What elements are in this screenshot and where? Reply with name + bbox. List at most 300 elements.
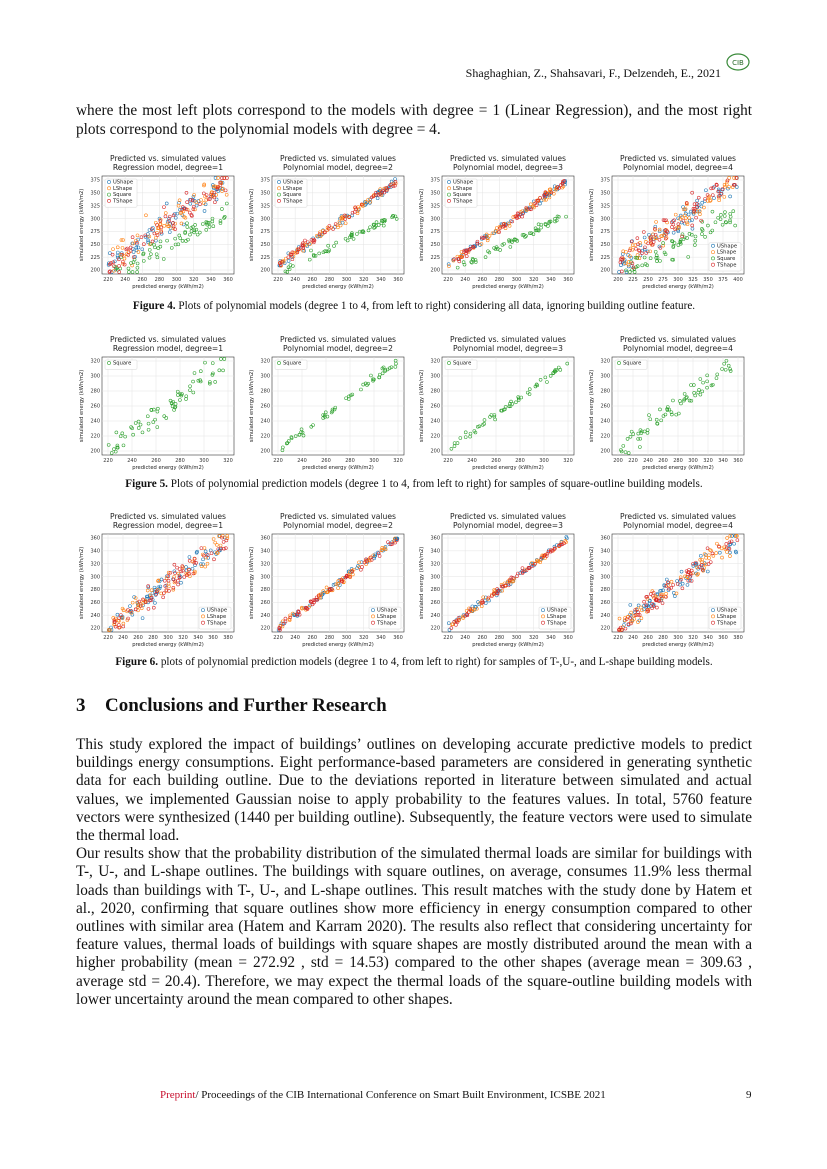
- x-tick-label: 240: [460, 277, 470, 283]
- x-tick-label: 240: [290, 635, 300, 641]
- y-tick-label: 300: [260, 373, 270, 380]
- legend-label: LShape: [113, 185, 133, 192]
- plot-subtitle: Polynomial model, degree=3: [453, 344, 563, 353]
- y-tick-label: 250: [430, 241, 440, 248]
- x-axis-label: predicted energy (kWh/m2): [132, 284, 204, 290]
- plot-legend: [369, 607, 401, 629]
- plot-svg: [416, 333, 581, 473]
- plot-subtitle: Polynomial model, degree=2: [283, 521, 393, 530]
- legend-label: Square: [113, 192, 132, 199]
- y-tick-label: 300: [600, 216, 610, 223]
- plot-subtitle: Polynomial model, degree=3: [453, 163, 563, 172]
- scatter-plot: [76, 510, 241, 650]
- y-tick-label: 325: [90, 203, 100, 210]
- scatter-plot: [416, 510, 581, 650]
- y-tick-label: 280: [430, 587, 440, 594]
- y-tick-label: 300: [90, 373, 100, 380]
- x-axis-label: predicted energy (kWh/m2): [132, 642, 204, 648]
- x-tick-label: 360: [393, 277, 403, 283]
- y-tick-label: 280: [260, 587, 270, 594]
- x-tick-label: 220: [443, 277, 453, 283]
- y-tick-label: 320: [600, 561, 610, 568]
- x-tick-label: 320: [563, 458, 573, 464]
- x-axis-label: predicted energy (kWh/m2): [472, 465, 544, 471]
- figure-5-plots: [76, 333, 752, 473]
- legend-label: UShape: [113, 179, 134, 186]
- legend-label: LShape: [453, 185, 473, 192]
- x-tick-label: 240: [467, 458, 477, 464]
- y-axis-label: simulated energy (kWh/m2): [249, 369, 255, 443]
- y-tick-label: 260: [600, 599, 610, 606]
- plot-title: Predicted vs. simulated values: [450, 512, 566, 521]
- y-tick-label: 275: [260, 229, 270, 236]
- x-tick-label: 320: [703, 458, 713, 464]
- figure-4-caption: Figure 4. Plots of polynomial models (degree 1 to 4, from left to right) considering all data, ignoring building outline feature.: [132, 300, 696, 312]
- y-tick-label: 200: [430, 267, 440, 274]
- footer-text: / Proceedings of the CIB International Conference on Smart Built Environment, ICSBE 2021: [195, 1089, 606, 1101]
- legend-label: LShape: [207, 614, 227, 620]
- legend-label: TShape: [717, 620, 737, 627]
- x-tick-label: 240: [127, 458, 137, 464]
- x-axis-label: predicted energy (kWh/m2): [642, 284, 714, 290]
- legend-label: UShape: [377, 607, 398, 614]
- x-tick-label: 240: [297, 458, 307, 464]
- y-tick-label: 280: [600, 587, 610, 594]
- x-axis-label: predicted energy (kWh/m2): [472, 284, 544, 290]
- y-tick-label: 225: [260, 254, 270, 261]
- plot-subtitle: Polynomial model, degree=3: [453, 521, 563, 530]
- x-tick-label: 260: [643, 635, 653, 641]
- x-tick-label: 360: [393, 635, 403, 641]
- y-tick-label: 320: [90, 561, 100, 568]
- y-tick-label: 200: [430, 448, 440, 455]
- legend-label: LShape: [377, 614, 397, 620]
- section-body: [76, 736, 752, 1009]
- plot-subtitle: Regression model, degree=1: [112, 344, 224, 353]
- legend-label: UShape: [717, 607, 738, 614]
- y-axis-label: simulated energy (kWh/m2): [419, 369, 425, 443]
- y-tick-label: 240: [90, 612, 100, 619]
- paragraph: This study explored the impact of buildings’ outlines on developing accurate predictive models to predict buildings energy consumptions. Eight performance-based parameters are considered in generating synthetic data for each building outline. Due to the deviations reported in literature between simulated and actual values, we implemented Gaussian noise to apply probability to the features values. In total, 5760 feature vectors were synthesized (1440 per building outline). Subsequently, the feature vectors were used to simulate the thermal load.: [76, 736, 752, 845]
- x-tick-label: 260: [137, 277, 148, 283]
- plot-svg: [246, 333, 411, 473]
- plot-svg: [246, 152, 411, 292]
- plot-legend: [615, 360, 647, 369]
- x-tick-label: 260: [133, 635, 143, 641]
- y-tick-label: 320: [260, 358, 270, 365]
- scatter-plot: [416, 152, 581, 292]
- y-tick-label: 375: [90, 177, 100, 184]
- y-axis-label: simulated energy (kWh/m2): [79, 369, 85, 443]
- y-tick-label: 360: [260, 535, 270, 542]
- y-tick-label: 220: [90, 625, 100, 632]
- legend-label: UShape: [547, 607, 568, 614]
- plot-title: Predicted vs. simulated values: [110, 512, 226, 521]
- y-tick-label: 320: [260, 561, 270, 568]
- x-tick-label: 340: [703, 635, 713, 641]
- y-tick-label: 300: [90, 574, 100, 581]
- x-tick-label: 300: [199, 458, 209, 464]
- legend-label: LShape: [283, 185, 303, 192]
- x-tick-label: 340: [376, 277, 386, 283]
- x-tick-label: 280: [345, 458, 355, 464]
- plot-title: Predicted vs. simulated values: [110, 335, 226, 344]
- y-tick-label: 360: [600, 535, 610, 542]
- x-tick-label: 220: [273, 277, 283, 283]
- y-tick-label: 300: [600, 574, 610, 581]
- x-tick-label: 300: [688, 458, 698, 464]
- x-tick-label: 300: [369, 458, 379, 464]
- plot-subtitle: Polynomial model, degree=4: [623, 521, 733, 530]
- x-axis-label: predicted energy (kWh/m2): [132, 465, 204, 471]
- x-tick-label: 220: [103, 635, 113, 641]
- x-tick-label: 300: [673, 277, 683, 283]
- y-tick-label: 375: [600, 177, 610, 184]
- plot-title: Predicted vs. simulated values: [450, 154, 566, 163]
- x-tick-label: 240: [118, 635, 128, 641]
- x-tick-label: 240: [628, 635, 638, 641]
- y-axis-label: simulated energy (kWh/m2): [589, 188, 595, 262]
- plot-svg: [76, 510, 241, 650]
- scatter-plot: [246, 510, 411, 650]
- y-tick-label: 300: [430, 373, 440, 380]
- y-tick-label: 260: [260, 599, 270, 606]
- x-tick-label: 280: [154, 277, 165, 283]
- x-tick-label: 360: [733, 458, 743, 464]
- x-tick-label: 275: [658, 277, 668, 283]
- plot-subtitle: Polynomial model, degree=4: [623, 344, 733, 353]
- running-header: Shaghaghian, Z., Shahsavari, F., Delzendeh, E., 2021: [465, 66, 721, 80]
- y-tick-label: 240: [430, 418, 440, 425]
- y-tick-label: 225: [600, 254, 610, 261]
- y-axis-label: simulated energy (kWh/m2): [79, 546, 85, 620]
- legend-label: Square: [113, 360, 132, 367]
- y-tick-label: 350: [430, 190, 440, 197]
- scatter-plot: [246, 333, 411, 473]
- y-tick-label: 240: [430, 612, 440, 619]
- y-tick-label: 320: [430, 358, 440, 365]
- x-axis-label: predicted energy (kWh/m2): [472, 642, 544, 648]
- y-axis-label: simulated energy (kWh/m2): [589, 546, 595, 620]
- y-tick-label: 220: [90, 433, 100, 440]
- x-tick-label: 320: [688, 635, 698, 641]
- x-tick-label: 320: [393, 458, 403, 464]
- y-tick-label: 320: [600, 358, 610, 365]
- y-axis-label: simulated energy (kWh/m2): [249, 546, 255, 620]
- y-tick-label: 200: [260, 267, 270, 274]
- y-tick-label: 350: [90, 190, 100, 197]
- y-tick-label: 300: [430, 216, 440, 223]
- y-tick-label: 340: [600, 548, 610, 555]
- x-axis-label: predicted energy (kWh/m2): [642, 642, 714, 648]
- y-tick-label: 260: [260, 403, 270, 410]
- plot-svg: [586, 510, 751, 650]
- y-tick-label: 325: [600, 203, 610, 210]
- figure-6-caption: Figure 6. plots of polynomial prediction models (degree 1 to 4, from left to right) for samples of T-,U-, and L-shape building models.: [115, 656, 713, 668]
- legend-label: UShape: [717, 243, 738, 250]
- plot-title: Predicted vs. simulated values: [110, 154, 226, 163]
- x-tick-label: 320: [528, 277, 539, 283]
- plot-svg: [76, 152, 241, 292]
- y-tick-label: 220: [600, 433, 610, 440]
- x-tick-label: 300: [511, 635, 522, 641]
- x-tick-label: 260: [658, 458, 668, 464]
- x-tick-label: 260: [477, 277, 488, 283]
- y-tick-label: 280: [90, 587, 100, 594]
- y-tick-label: 250: [600, 241, 610, 248]
- y-tick-label: 300: [260, 216, 270, 223]
- legend-label: Square: [623, 360, 642, 367]
- x-tick-label: 240: [290, 277, 300, 283]
- x-tick-label: 260: [491, 458, 501, 464]
- y-tick-label: 340: [260, 548, 270, 555]
- x-tick-label: 220: [443, 458, 453, 464]
- y-axis-label: simulated energy (kWh/m2): [589, 369, 595, 443]
- y-tick-label: 260: [600, 403, 610, 410]
- y-tick-label: 300: [260, 574, 270, 581]
- y-axis-label: simulated energy (kWh/m2): [419, 546, 425, 620]
- y-tick-label: 340: [430, 548, 440, 555]
- plot-svg: [416, 510, 581, 650]
- x-tick-label: 280: [148, 635, 158, 641]
- y-tick-label: 240: [90, 418, 100, 425]
- plot-legend: [105, 179, 137, 207]
- x-tick-label: 360: [208, 635, 218, 641]
- scatter-plot: [586, 510, 751, 650]
- x-tick-label: 280: [673, 458, 683, 464]
- legend-label: TShape: [717, 262, 737, 269]
- y-tick-label: 275: [600, 229, 610, 236]
- legend-label: TShape: [113, 198, 133, 205]
- x-tick-label: 280: [658, 635, 668, 641]
- x-tick-label: 380: [733, 635, 743, 641]
- x-tick-label: 320: [178, 635, 188, 641]
- cib-logo: [726, 52, 750, 72]
- x-axis-label: predicted energy (kWh/m2): [302, 642, 374, 648]
- x-tick-label: 220: [103, 458, 113, 464]
- plot-svg: [586, 152, 751, 292]
- y-tick-label: 225: [90, 254, 100, 261]
- x-tick-label: 225: [628, 277, 638, 283]
- y-tick-label: 250: [260, 241, 270, 248]
- x-axis-label: predicted energy (kWh/m2): [302, 284, 374, 290]
- x-tick-label: 260: [307, 635, 318, 641]
- plot-subtitle: Regression model, degree=1: [112, 163, 224, 172]
- plot-title: Predicted vs. simulated values: [280, 512, 396, 521]
- y-tick-label: 220: [260, 433, 270, 440]
- x-tick-label: 200: [613, 277, 623, 283]
- x-tick-label: 280: [494, 635, 505, 641]
- y-tick-label: 240: [600, 612, 610, 619]
- legend-label: Square: [717, 256, 736, 262]
- x-tick-label: 280: [324, 635, 335, 641]
- plot-legend: [445, 360, 477, 369]
- scatter-plot: [586, 152, 751, 292]
- svg-text:CIB: CIB: [732, 59, 744, 67]
- x-tick-label: 400: [733, 277, 743, 283]
- legend-label: TShape: [453, 198, 473, 205]
- x-axis-label: predicted energy (kWh/m2): [642, 465, 714, 471]
- preprint-link[interactable]: Preprint: [160, 1089, 196, 1101]
- legend-label: TShape: [377, 620, 397, 627]
- legend-label: Square: [283, 192, 302, 199]
- y-tick-label: 360: [90, 535, 100, 542]
- x-tick-label: 360: [563, 277, 573, 283]
- y-tick-label: 220: [430, 625, 440, 632]
- plot-legend: [539, 607, 571, 629]
- plot-svg: [586, 333, 751, 473]
- x-tick-label: 260: [321, 458, 331, 464]
- x-tick-label: 250: [643, 277, 653, 283]
- x-tick-label: 350: [703, 277, 713, 283]
- section-title: Conclusions and Further Research: [105, 695, 387, 716]
- plot-legend: [199, 607, 231, 629]
- x-tick-label: 220: [443, 635, 453, 641]
- x-tick-label: 240: [643, 458, 653, 464]
- x-tick-label: 260: [151, 458, 161, 464]
- plot-svg: [76, 333, 241, 473]
- x-tick-label: 280: [324, 277, 335, 283]
- y-tick-label: 220: [600, 625, 610, 632]
- y-tick-label: 200: [90, 448, 100, 455]
- legend-label: Square: [283, 360, 302, 367]
- paragraph: Our results show that the probability distribution of the simulated thermal loads are similar for buildings with T-, U-, and L-shape outlines. The buildings with square outlines, on average, consumes 11.9% less thermal loads than buildings with T-, U-, and L-shape outlines. This result matches with the study done by Hatem et al., 2020, confirming that square outlines show more efficiency in energy consumption compared to other outlines with similar area (Hatem and Karram 2020). The results also reflect that considering uncertainty for feature values, thermal loads of buildings with square shapes are mostly distributed around the mean with a higher probability (mean = 272.92 , std = 14.53) compared to the other shapes (average mean = 309.63 , average std = 20.4). Therefore, we may expect the thermal loads of the square-outline building models with lower uncertainty around the mean compared to other shapes.: [76, 845, 752, 1008]
- figure-6-plots: [76, 510, 752, 650]
- legend-label: LShape: [717, 249, 737, 256]
- scatter-plot: [416, 333, 581, 473]
- x-tick-label: 360: [563, 635, 573, 641]
- plot-title: Predicted vs. simulated values: [450, 335, 566, 344]
- y-tick-label: 280: [90, 388, 100, 395]
- x-tick-label: 360: [223, 277, 233, 283]
- y-tick-label: 300: [600, 373, 610, 380]
- y-tick-label: 260: [90, 403, 100, 410]
- y-tick-label: 280: [430, 388, 440, 395]
- x-tick-label: 320: [223, 458, 233, 464]
- x-tick-label: 300: [673, 635, 683, 641]
- intro-paragraph: where the most left plots correspond to the models with degree = 1 (Linear Regression), and the most right plots correspond to the polynomial models with degree = 4.: [76, 102, 752, 138]
- y-tick-label: 220: [260, 625, 270, 632]
- x-tick-label: 220: [273, 635, 283, 641]
- plot-title: Predicted vs. simulated values: [620, 512, 736, 521]
- scatter-plot: [76, 152, 241, 292]
- x-tick-label: 340: [546, 635, 556, 641]
- y-axis-label: simulated energy (kWh/m2): [419, 188, 425, 262]
- section-heading: [76, 695, 387, 717]
- legend-label: UShape: [207, 607, 228, 614]
- y-tick-label: 320: [90, 358, 100, 365]
- x-tick-label: 300: [341, 277, 352, 283]
- scatter-plot: [246, 152, 411, 292]
- y-tick-label: 260: [430, 403, 440, 410]
- y-axis-label: simulated energy (kWh/m2): [249, 188, 255, 262]
- y-tick-label: 200: [600, 267, 610, 274]
- x-tick-label: 340: [206, 277, 216, 283]
- legend-label: LShape: [717, 614, 737, 620]
- x-tick-label: 300: [539, 458, 549, 464]
- x-tick-label: 340: [718, 458, 728, 464]
- legend-label: TShape: [207, 620, 227, 627]
- y-tick-label: 280: [600, 388, 610, 395]
- y-tick-label: 280: [260, 388, 270, 395]
- plot-title: Predicted vs. simulated values: [280, 335, 396, 344]
- plot-title: Predicted vs. simulated values: [280, 154, 396, 163]
- x-tick-label: 320: [528, 635, 539, 641]
- y-tick-label: 260: [90, 599, 100, 606]
- plot-svg: [416, 152, 581, 292]
- y-tick-label: 260: [430, 599, 440, 606]
- plot-legend: [275, 360, 307, 369]
- x-tick-label: 340: [546, 277, 556, 283]
- y-tick-label: 250: [90, 241, 100, 248]
- x-tick-label: 300: [511, 277, 522, 283]
- y-tick-label: 225: [430, 254, 440, 261]
- y-tick-label: 325: [430, 203, 440, 210]
- plot-subtitle: Polynomial model, degree=4: [623, 163, 733, 172]
- legend-label: LShape: [547, 614, 567, 620]
- x-tick-label: 220: [103, 277, 113, 283]
- x-tick-label: 260: [307, 277, 318, 283]
- y-tick-label: 340: [90, 548, 100, 555]
- x-tick-label: 240: [460, 635, 470, 641]
- scatter-plot: [586, 333, 751, 473]
- y-tick-label: 275: [90, 229, 100, 236]
- y-tick-label: 360: [430, 535, 440, 542]
- x-tick-label: 320: [358, 277, 369, 283]
- x-tick-label: 280: [494, 277, 505, 283]
- y-tick-label: 300: [90, 216, 100, 223]
- y-tick-label: 220: [430, 433, 440, 440]
- y-tick-label: 350: [260, 190, 270, 197]
- section-number: 3: [76, 695, 86, 716]
- x-tick-label: 300: [341, 635, 352, 641]
- plot-title: Predicted vs. simulated values: [620, 154, 736, 163]
- x-tick-label: 360: [718, 635, 728, 641]
- plot-legend: [275, 179, 307, 207]
- x-tick-label: 260: [477, 635, 488, 641]
- x-tick-label: 280: [175, 458, 185, 464]
- plot-legend: [445, 179, 477, 207]
- plot-title: Predicted vs. simulated values: [620, 335, 736, 344]
- figure-5-caption: Figure 5. Plots of polynomial prediction models (degree 1 to 4, from left to right) for samples of square-outline building models.: [125, 478, 703, 490]
- y-tick-label: 325: [260, 203, 270, 210]
- y-tick-label: 200: [260, 448, 270, 455]
- x-tick-label: 300: [163, 635, 173, 641]
- legend-label: UShape: [283, 179, 304, 186]
- plot-legend: [709, 243, 741, 271]
- plot-legend: [709, 607, 741, 629]
- y-axis-label: simulated energy (kWh/m2): [79, 188, 85, 262]
- plot-subtitle: Regression model, degree=1: [112, 521, 224, 530]
- x-axis-label: predicted energy (kWh/m2): [302, 465, 374, 471]
- x-tick-label: 320: [188, 277, 199, 283]
- x-tick-label: 380: [223, 635, 233, 641]
- scatter-plot: [76, 333, 241, 473]
- plot-subtitle: Polynomial model, degree=2: [283, 163, 393, 172]
- y-tick-label: 240: [260, 418, 270, 425]
- legend-label: TShape: [283, 198, 303, 205]
- x-tick-label: 300: [171, 277, 182, 283]
- x-tick-label: 220: [613, 635, 623, 641]
- x-tick-label: 240: [120, 277, 130, 283]
- x-tick-label: 375: [718, 277, 728, 283]
- y-tick-label: 375: [430, 177, 440, 184]
- plot-subtitle: Polynomial model, degree=2: [283, 344, 393, 353]
- legend-label: UShape: [453, 179, 474, 186]
- legend-label: Square: [453, 192, 472, 199]
- x-tick-label: 220: [273, 458, 283, 464]
- y-tick-label: 300: [430, 574, 440, 581]
